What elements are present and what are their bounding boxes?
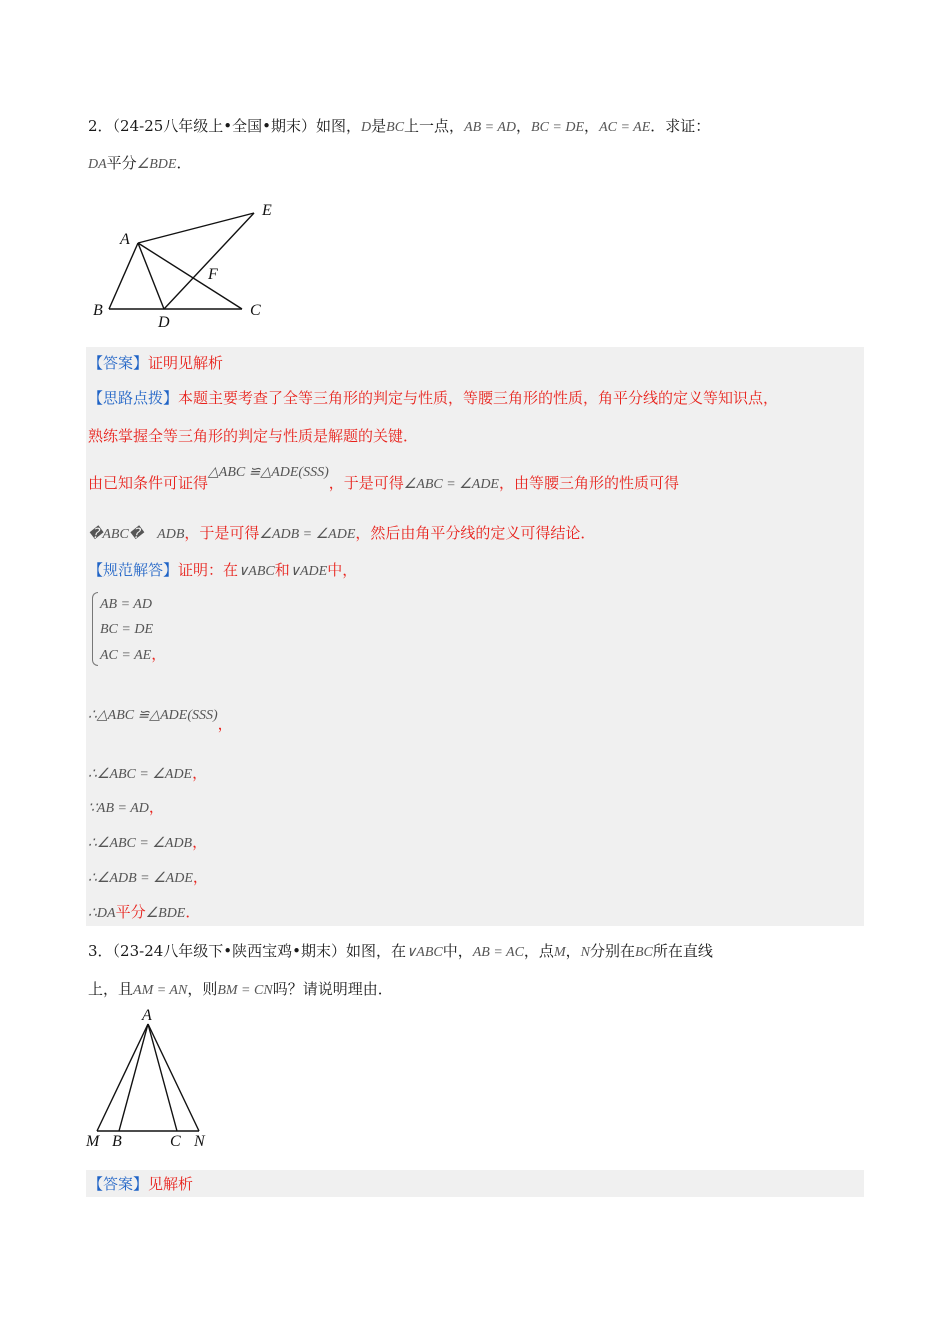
answer-tag: 【答案】 <box>88 1175 149 1193</box>
q3-text: 吗？请说明理由． <box>272 980 393 998</box>
proof-step-6 <box>88 902 200 924</box>
proof-step-3 <box>88 797 164 819</box>
a2-answer-line <box>88 353 223 373</box>
q3-number: 3． <box>88 942 113 960</box>
q3-text: 如图，在 <box>346 942 407 960</box>
a2-think-line-3 <box>88 465 680 495</box>
q2-math: AB = AD <box>464 120 517 135</box>
q2-line-1 <box>88 116 710 138</box>
q3-math: M <box>553 945 566 960</box>
proof-step-1 <box>88 704 233 733</box>
q2-text: ， <box>584 117 600 135</box>
q2-math: BC <box>386 120 405 135</box>
q3-line-2 <box>88 979 393 1001</box>
a2-think-line-1 <box>88 388 778 408</box>
standard-tag: 【规范解答】 <box>88 561 179 579</box>
q2-text: 平分 <box>106 154 137 172</box>
q3-text: 分别在 <box>589 942 635 960</box>
think-text: 本题主要考查了全等三角形的判定与性质，等腰三角形的性质，角平分线的定义等知识点， <box>178 389 779 407</box>
answer-text: 证明见解析 <box>148 354 224 372</box>
q3-source: （23-24八年级下•陕西宝鸡•期末） <box>112 942 346 960</box>
system-eq: AC = AE <box>100 648 152 663</box>
label-B: B <box>112 1133 122 1150</box>
system-eq: BC = DE <box>100 622 153 637</box>
q2-text: 如图， <box>316 117 362 135</box>
proof-punct: ， <box>151 645 167 663</box>
q2-text: ， <box>516 117 532 135</box>
a2-standard-line <box>88 560 357 582</box>
system-line-2 <box>100 618 153 640</box>
answer-text: 见解析 <box>148 1175 194 1193</box>
answer-3-box <box>86 1170 864 1197</box>
q3-text: ，则 <box>187 980 218 998</box>
q2-text: ．求证： <box>650 117 711 135</box>
proof-math: ∴△ABC ≌△ADE(SSS) <box>88 708 218 723</box>
answer-tag: 【答案】 <box>88 354 149 372</box>
q3-math: BM = CN <box>217 983 273 998</box>
proof-math: ∨ABC <box>238 564 275 579</box>
q3-math: N <box>580 945 590 960</box>
segment-AC <box>138 243 242 309</box>
segment-AE <box>138 213 254 243</box>
q3-math: BC <box>634 945 653 960</box>
q2-math: D <box>361 120 372 135</box>
label-C: C <box>250 302 261 319</box>
think-text: ，由等腰三角形的性质可得 <box>499 474 680 492</box>
label-B: B <box>93 302 103 319</box>
q2-source: （24-25八年级上•全国•期末） <box>112 117 316 135</box>
q2-text: 是 <box>371 117 387 135</box>
segment-AM <box>97 1024 148 1131</box>
think-text: 熟练掌握全等三角形的判定与性质是解题的关键． <box>88 427 419 445</box>
q2-figure <box>88 196 288 331</box>
q3-text: 中， <box>442 942 473 960</box>
segment-AB <box>119 1024 148 1131</box>
label-D: D <box>158 314 170 331</box>
system-line-1 <box>100 593 152 615</box>
q3-math: ∨ABC <box>406 945 443 960</box>
think-tag: 【思路点拨】 <box>88 389 179 407</box>
proof-punct: ， <box>192 764 208 782</box>
proof-step-5 <box>88 867 208 889</box>
think-math: ∠ADB = ∠ADE <box>259 527 356 542</box>
q2-math: ∠BDE <box>136 157 177 172</box>
proof-math: ∵AB = AD <box>88 801 149 816</box>
label-N: N <box>194 1133 205 1150</box>
proof-text: 和 <box>274 561 290 579</box>
proof-punct: ， <box>192 833 208 851</box>
think-text: ，于是可得 <box>184 524 260 542</box>
a2-think-line-4 <box>88 523 595 545</box>
q3-math: AB = AC <box>472 945 524 960</box>
q2-math: BC = DE <box>531 120 585 135</box>
q3-text: 上，且 <box>88 980 134 998</box>
q3-text: ， <box>565 942 581 960</box>
proof-punct: ， <box>217 715 233 733</box>
think-text: 由已知条件可证得 <box>88 474 209 492</box>
proof-text: 中， <box>327 561 358 579</box>
segment-AB <box>109 243 138 309</box>
think-math: △ABC ≌△ADE(SSS) <box>208 465 329 480</box>
proof-math: ∴∠ABC = ∠ADB <box>88 836 193 851</box>
label-E: E <box>262 202 272 219</box>
system-eq: AB = AD <box>100 597 152 612</box>
segment-AD <box>138 243 164 309</box>
think-math: ∠ABC = ∠ADE <box>403 477 499 492</box>
segment-AC <box>148 1024 177 1131</box>
proof-math: ∴DA <box>88 906 116 921</box>
q2-line-2 <box>88 153 191 175</box>
proof-math: ∴∠ABC = ∠ADE <box>88 767 193 782</box>
think-text: ，然后由角平分线的定义可得结论． <box>355 524 596 542</box>
proof-step-4 <box>88 832 207 854</box>
proof-math: ∠BDE <box>145 906 186 921</box>
label-M: M <box>86 1133 100 1150</box>
proof-punct: ． <box>185 903 201 921</box>
proof-math: ∨ADE <box>289 564 328 579</box>
q2-text: 上一点， <box>404 117 465 135</box>
proof-text: 平分 <box>115 903 146 921</box>
label-C: C <box>170 1133 181 1150</box>
segment-AN <box>148 1024 199 1131</box>
think-math: �ABC� ADB <box>88 527 185 542</box>
a2-think-line-2 <box>88 426 418 446</box>
system-brace <box>92 592 98 666</box>
q2-number: 2． <box>88 117 113 135</box>
system-line-3 <box>100 644 166 666</box>
q3-line-1 <box>88 941 713 963</box>
q2-text: ． <box>176 154 192 172</box>
proof-punct: ， <box>192 868 208 886</box>
q3-figure <box>84 1004 224 1156</box>
proof-text: 证明：在 <box>178 561 239 579</box>
label-A: A <box>120 231 130 248</box>
q2-math: DA <box>88 157 107 172</box>
think-text: ，于是可得 <box>328 474 404 492</box>
q3-math: AM = AN <box>133 983 188 998</box>
q3-text: ，点 <box>523 942 554 960</box>
q2-math: AC = AE <box>599 120 651 135</box>
a3-answer-line <box>88 1174 193 1194</box>
segment-DE <box>164 213 254 309</box>
q3-text: 所在直线 <box>652 942 713 960</box>
label-F: F <box>208 266 218 283</box>
proof-step-2 <box>88 763 207 785</box>
label-A: A <box>142 1007 152 1024</box>
proof-math: ∴∠ADB = ∠ADE <box>88 871 193 886</box>
proof-punct: ， <box>148 798 164 816</box>
